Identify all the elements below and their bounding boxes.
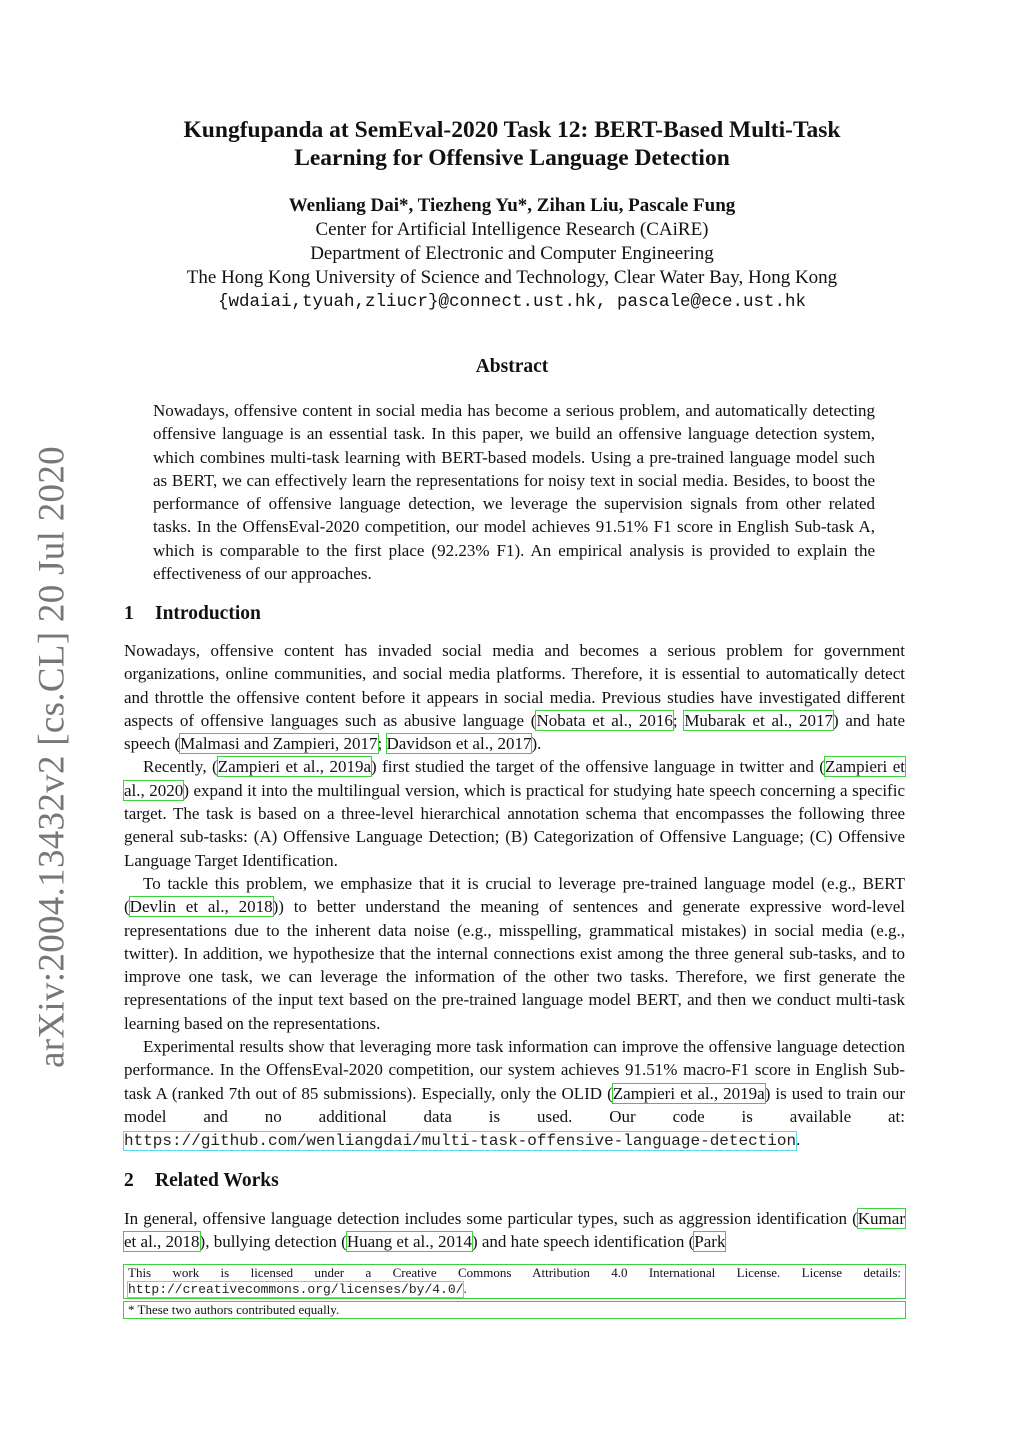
citation-link[interactable]: Malmasi and Zampieri, 2017 [180,734,378,754]
citation-link[interactable]: Zampieri et al., 2020 [124,757,906,800]
citation-link[interactable]: Devlin et al., 2018 [129,897,273,917]
paragraph-text: ) expand it into the multilingual version, which is practical for studying hate speech concerning a specific target. The task is based on a three-level hierarchical annotation schema that encompasses the following three general sub-tasks: (A) Offensive Language Detection; (B) Categorization of Offensive Language; (C) Offensive Language Target Identification. [124,780,905,870]
paragraph-text: ) first studied the target of the offensive language in twitter and ( [371,757,825,777]
paragraph-text: To tackle this problem, we emphasize that it is crucial to leverage pre-trained language model (e.g., BERT ( [124,873,905,917]
citation-link[interactable]: Mubarak et al., 2017 [684,710,833,730]
title-line-2: Learning for Offensive Language Detection [294,145,730,171]
citation-link[interactable]: Davidson et al., 2017 [386,734,532,754]
paragraph-text: )) to better understand the meaning of sentences and generate expressive word-level representations due to the inherent data noise (e.g., misspelling, grammatical mistakes) in social media (e.g., twitter). In addition, we hypothesize that the internal connections exist among the three general sub-tasks, and to improve one task, we can leverage the information of the other two tasks. Therefore, we first generate the representations of the input text based on the pre-trained language model BERT, and then we conduct multi-task learning based on the representations. [124,897,906,1033]
paragraph-text: ). [531,734,542,754]
paper-title [0,116,1024,172]
paragraph-text: ) and hate speech ( [124,710,905,754]
abstract-heading: Abstract [475,356,549,377]
author-emails: {wdaiai,tyuah,zliucr}@connect.ust.hk, pascale@ece.ust.hk [217,292,807,312]
section-number: 2 [124,1170,134,1191]
paragraph-text: ; [377,734,387,754]
affiliation-line-2: Department of Electronic and Computer Engineering [310,243,714,264]
intro-paragraph-1 [124,639,905,755]
section-number: 1 [124,603,134,624]
citation-link[interactable]: Zampieri et al., 2019a [217,757,371,777]
intro-paragraph-2 [124,755,905,871]
related-works-body [124,1207,905,1254]
paragraph-text: ) is used to train our model and no additional data is used. Our code is available at: [124,1083,906,1126]
affiliation-line-1: Center for Artificial Intelligence Research (CAiRE) [315,219,709,240]
paragraph-text: Experimental results show that leveraging more task information can improve the offensive language detection performance. In the OffensEval-2020 competition, our system achieves 91.51% macro-F1 score in English Sub-task A (ranked 7th out of 85 submissions). Especially, only the OLID ( [124,1037,905,1103]
paragraph-text: ; [672,710,685,730]
paragraph-text: Recently, ( [143,757,218,777]
citation-link[interactable]: Kumar et al., 2018 [124,1209,905,1252]
arxiv-sidebar-stamp [22,446,82,1068]
license-text-end: . [463,1281,467,1296]
code-repository-link[interactable]: https://github.com/wenliangdai/multi-task-offensive-language-detection [124,1132,797,1151]
paragraph-text: Nowadays, offensive content has invaded social media and becomes a serious problem for government organizations, online communities, and social media platforms. Therefore, it is essential to automatically detect and throttle the offensive content before it appears in social media. Previous studies have investigated different aspects of offensive languages such as abusive language ( [124,641,905,730]
license-url-link[interactable]: http://creativecommons.org/licenses/by/4.0/ [128,1282,464,1297]
license-footnote[interactable] [123,1264,906,1299]
section-heading-introduction [124,603,261,625]
paragraph-text: ), bullying detection ( [199,1232,347,1252]
paragraph-text: In general, offensive language detection includes some particular types, such as aggression identification ( [124,1209,858,1228]
citation-link[interactable]: Zampieri et al., 2019a [612,1083,765,1103]
intro-paragraph-3 [124,872,905,1035]
section-heading-related-works [124,1170,279,1192]
author-names: Wenliang Dai*, Tiezheng Yu*, Zihan Liu, Pascale Fung [288,195,736,216]
affiliation-line-3: The Hong Kong University of Science and Technology, Clear Water Bay, Hong Kong [186,267,838,288]
equal-contribution-footnote[interactable]: * These two authors contributed equally. [123,1301,906,1319]
paragraph-text: ) and hate speech identification ( [471,1232,695,1252]
citation-link[interactable]: Park [694,1232,726,1252]
abstract-text: Nowadays, offensive content in social media has become a serious problem, and automatically detecting offensive language is an essential task. In this paper, we build an offensive language detection system, which combines multi-task learning with BERT-based models. Using a pre-trained language model such as BERT, we can effectively learn the representations for noisy text in social media. Besides, to boost the performance of offensive language detection, we leverage the supervision signals from other related tasks. In the OffensEval-2020 competition, our model achieves 91.51% F1 score in English Sub-task A, which is comparable to the first place (92.23% F1). An empirical analysis is provided to explain the effectiveness of our approaches. [153,401,875,584]
introduction-body [124,639,905,1154]
author-block [0,194,1024,314]
license-text: This work is licensed under a Creative Commons Attribution 4.0 International License. License details: [128,1265,901,1280]
section-title: Introduction [155,603,261,624]
intro-paragraph-4 [124,1035,905,1153]
footnotes [123,1264,906,1319]
citation-link[interactable]: Huang et al., 2014 [346,1232,472,1252]
citation-link[interactable]: Nobata et al., 2016 [536,710,673,730]
paragraph-text: . [796,1130,801,1150]
section-title: Related Works [155,1170,279,1191]
related-paragraph-1 [124,1207,905,1254]
title-line-1: Kungfupanda at SemEval-2020 Task 12: BERT-Based Multi-Task [183,117,841,143]
arxiv-identifier: arXiv:2004.13432v2 [cs.CL] 20 Jul 2020 [31,446,73,1068]
